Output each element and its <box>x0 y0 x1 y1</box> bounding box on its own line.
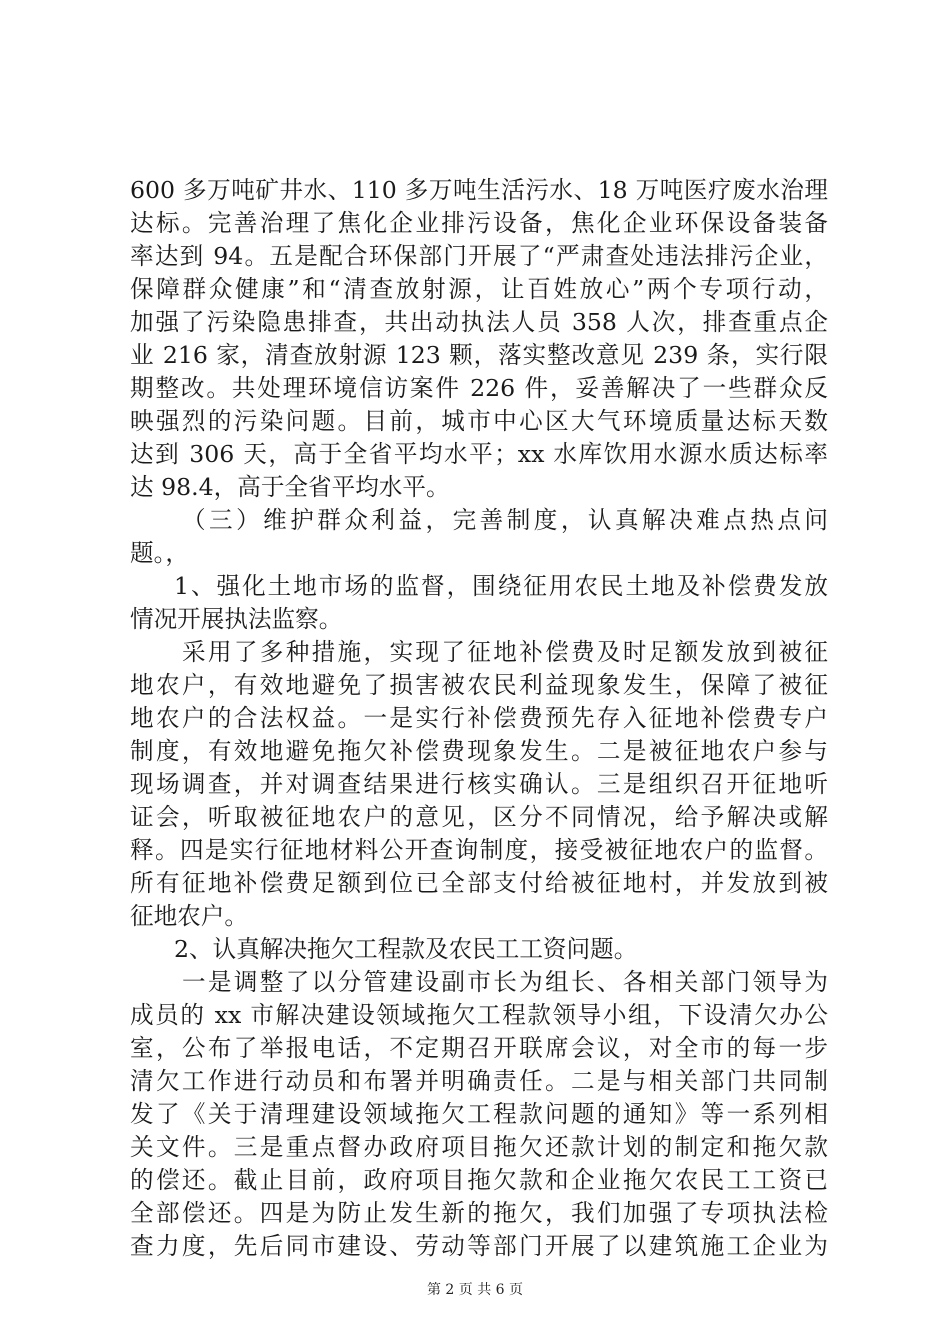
text-line: 达 98.4，高于全省平均水平。 <box>130 473 450 501</box>
text-line: 600 多万吨矿井水、110 多万吨生活污水、18 万吨医疗废水治理 <box>130 176 828 204</box>
text-line: 加强了污染隐患排查，共出动执法人员 358 人次，排查重点企 <box>130 308 828 336</box>
text-line: 率达到 94。五是配合环保部门开展了“严肃查处违法排污企业， <box>130 242 828 270</box>
text-line: 2、认真解决拖欠工程款及农民工工资问题。 <box>174 935 638 963</box>
text-line: 期整改。共处理环境信访案件 226 件，妥善解决了一些群众反 <box>130 374 828 402</box>
text-line: 成员的 xx 市解决建设领域拖欠工程款领导小组，下设清欠办公 <box>130 1001 828 1029</box>
text-line: 全部偿还。四是为防止发生新的拖欠，我们加强了专项执法检 <box>130 1199 828 1227</box>
text-line: 业 216 家，清查放射源 123 颗，落实整改意见 239 条，实行限 <box>130 341 828 369</box>
text-line: 现场调查，并对调查结果进行核实确认。三是组织召开征地听 <box>130 770 828 798</box>
text-line: 采用了多种措施，实现了征地补偿费及时足额发放到被征 <box>182 638 828 666</box>
document-body <box>130 174 828 1263</box>
text-line: 关文件。三是重点督办政府项目拖欠还款计划的制定和拖欠款 <box>130 1133 828 1161</box>
text-line: 所有征地补偿费足额到位已全部支付给被征地村，并发放到被 <box>130 869 828 897</box>
text-line: 达标。完善治理了焦化企业排污设备，焦化企业环保设备装备 <box>130 209 828 237</box>
text-line: 地农户的合法权益。一是实行补偿费预先存入征地补偿费专户 <box>130 704 828 732</box>
text-line: 释。四是实行征地材料公开查询制度，接受被征地农户的监督。 <box>130 836 828 864</box>
text-line: 保障群众健康”和“清查放射源，让百姓放心”两个专项行动， <box>130 275 828 303</box>
text-line: 1、强化土地市场的监督，围绕征用农民土地及补偿费发放 <box>174 572 828 600</box>
text-line: 一是调整了以分管建设副市长为组长、各相关部门领导为 <box>182 968 828 996</box>
text-line: 证会，听取被征地农户的意见，区分不同情况，给予解决或解 <box>130 803 828 831</box>
text-line: 映强烈的污染问题。目前，城市中心区大气环境质量达标天数 <box>130 407 828 435</box>
text-line: 达到 306 天，高于全省平均水平；xx 水库饮用水源水质达标率 <box>130 440 828 468</box>
text-line: 情况开展执法监察。 <box>130 605 343 633</box>
page-footer <box>0 1280 950 1300</box>
text-line: 查力度，先后同市建设、劳动等部门开展了以建筑施工企业为 <box>130 1232 828 1260</box>
text-line: 的偿还。截止目前，政府项目拖欠款和企业拖欠农民工工资已 <box>130 1166 828 1194</box>
text-line: 制度，有效地避免拖欠补偿费现象发生。二是被征地农户参与 <box>130 737 828 765</box>
text-line: 发了《关于清理建设领域拖欠工程款问题的通知》等一系列相 <box>130 1100 828 1128</box>
text-line: 室，公布了举报电话，不定期召开联席会议，对全市的每一步 <box>130 1034 828 1062</box>
text-line: 地农户，有效地避免了损害被农民利益现象发生，保障了被征 <box>130 671 828 699</box>
text-line: （三）维护群众利益，完善制度，认真解决难点热点问 <box>182 506 828 534</box>
text-line: 清欠工作进行动员和布署并明确责任。二是与相关部门共同制 <box>130 1067 828 1095</box>
text-line: 题。， <box>130 539 189 567</box>
page-number-label: 第 2 页 共 6 页 <box>426 1282 524 1298</box>
text-line: 征地农户。 <box>130 902 248 930</box>
